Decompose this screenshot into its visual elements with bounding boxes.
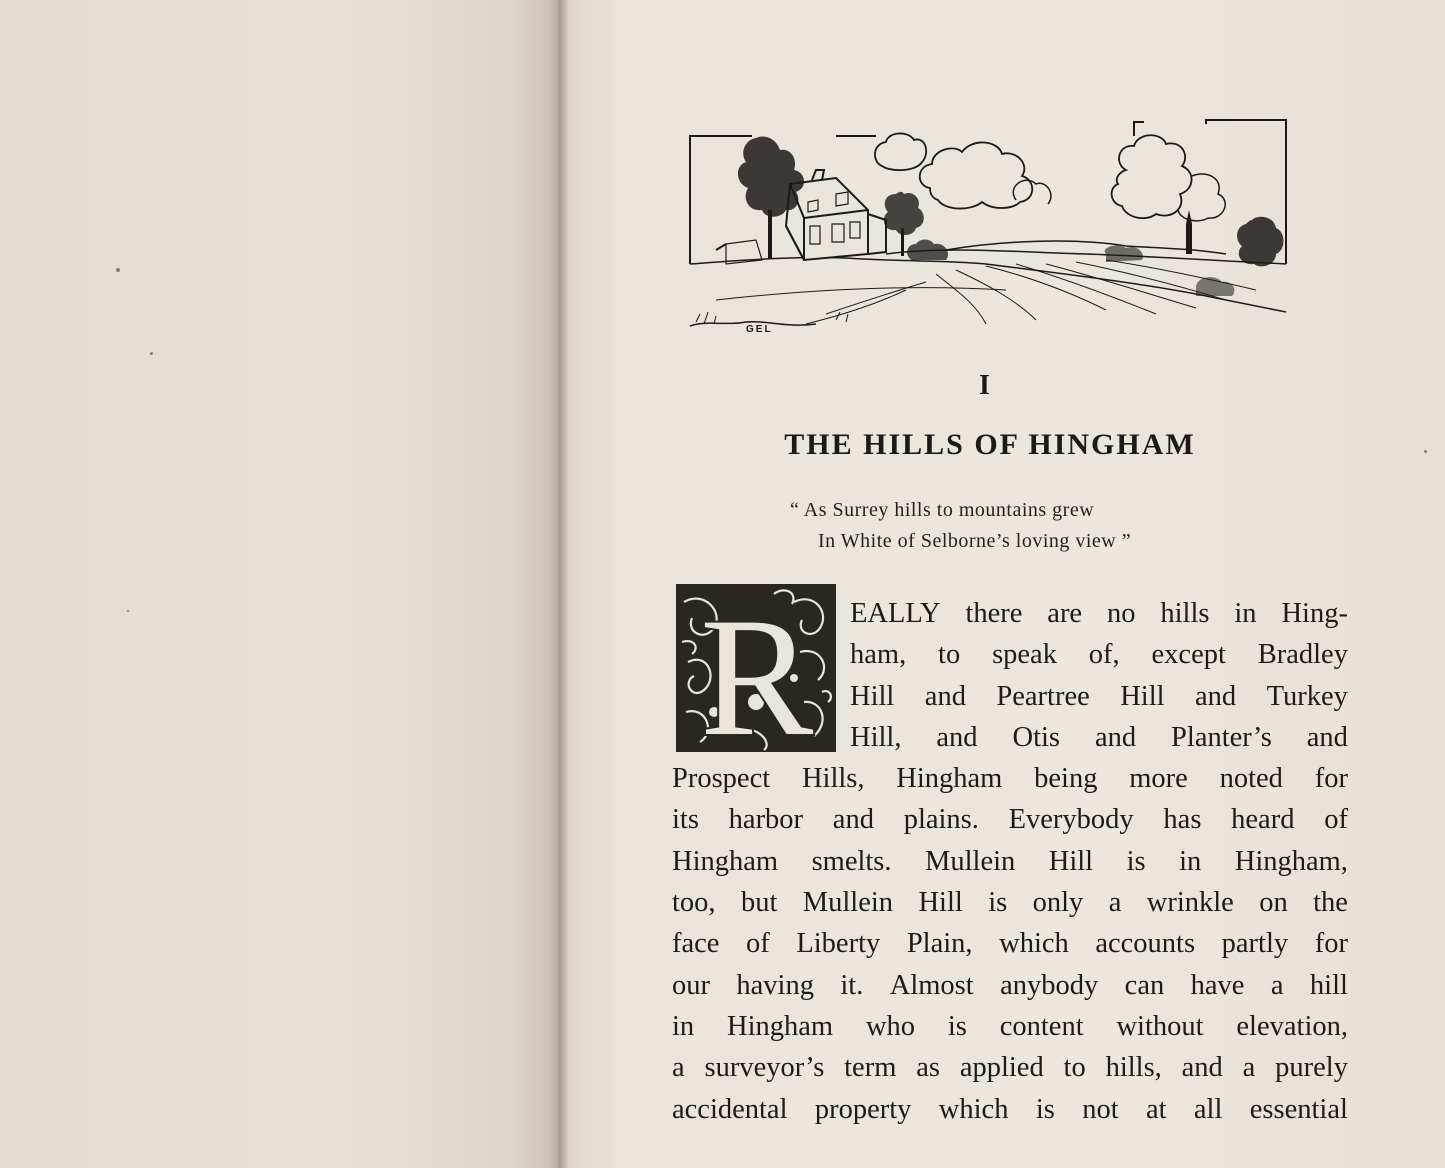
word: Hill, — [850, 721, 902, 753]
landscape-illustration — [686, 114, 1292, 336]
word: in — [1234, 598, 1257, 629]
paper-speck — [1424, 450, 1427, 453]
word: for — [1314, 928, 1348, 960]
word: Hills, — [801, 763, 865, 795]
word: too, — [672, 887, 716, 919]
text-line — [672, 717, 1348, 758]
word: Hingham — [727, 1010, 834, 1042]
word: having — [736, 969, 814, 1001]
text-line — [672, 882, 1348, 923]
svg-text:GEL: GEL — [746, 324, 773, 335]
word: content — [999, 1010, 1084, 1042]
word: there — [965, 598, 1023, 629]
word: and — [832, 804, 874, 836]
word: wrinkle — [1146, 887, 1234, 919]
body-text — [672, 593, 1348, 1130]
word: all — [1193, 1093, 1223, 1125]
word: noted — [1219, 763, 1283, 795]
word: Almost — [889, 969, 974, 1001]
word: and — [1195, 680, 1237, 712]
word: but — [740, 887, 778, 919]
word: of — [746, 928, 770, 960]
chapter-number: I — [979, 370, 991, 401]
word: surveyor’s — [704, 1052, 825, 1084]
word: is — [988, 887, 1008, 919]
word: and — [1181, 1052, 1223, 1084]
word: essential — [1249, 1093, 1348, 1125]
word: has — [1163, 804, 1202, 836]
word: and — [924, 680, 966, 712]
word: at — [1145, 1093, 1167, 1125]
word: our — [672, 969, 710, 1001]
word: Plain, — [906, 928, 973, 960]
word: without — [1116, 1010, 1204, 1042]
word: is — [1035, 1093, 1055, 1125]
word: being — [1034, 763, 1098, 795]
word: hills, — [1105, 1052, 1162, 1084]
word: Liberty — [796, 928, 881, 960]
text-line — [672, 1089, 1348, 1130]
word: speak — [992, 639, 1057, 671]
word: its — [672, 804, 699, 836]
word: EALLY — [850, 598, 941, 629]
word: ham, — [850, 639, 907, 671]
word: accidental — [672, 1093, 788, 1125]
word: of — [1324, 804, 1348, 836]
text-line — [672, 758, 1348, 799]
word: anybody — [1000, 969, 1099, 1001]
epigraph-line: In White of Selborne’s loving view ” — [818, 530, 1132, 552]
word: property — [814, 1093, 912, 1125]
word: Peartree — [996, 680, 1090, 712]
word: accounts — [1095, 928, 1196, 960]
left-page — [0, 0, 556, 1168]
word: a — [1242, 1052, 1256, 1084]
word: which — [938, 1093, 1009, 1125]
word: Hill — [850, 680, 895, 712]
word: Mullein — [925, 845, 1016, 877]
word: only — [1032, 887, 1084, 919]
text-line — [672, 676, 1348, 717]
word: which — [999, 928, 1069, 960]
word: Otis — [1012, 721, 1061, 753]
paper-speck — [127, 610, 129, 612]
epigraph-line: “ As Surrey hills to mountains grew — [790, 499, 1095, 521]
word: heard — [1231, 804, 1295, 836]
word: Bradley — [1257, 639, 1348, 671]
word: purely — [1275, 1052, 1348, 1084]
text-line — [672, 965, 1348, 1006]
word: Mullein — [802, 887, 894, 919]
word: who — [865, 1010, 916, 1042]
word: the — [1313, 887, 1348, 919]
word: as — [916, 1052, 940, 1084]
word: it. — [840, 969, 864, 1001]
text-line — [672, 593, 1348, 634]
word: can — [1124, 969, 1165, 1001]
word: of, — [1088, 639, 1120, 671]
word: Prospect — [672, 763, 771, 795]
text-line — [672, 923, 1348, 964]
word: term — [844, 1052, 897, 1084]
paper-speck — [116, 268, 120, 272]
word: on — [1259, 887, 1288, 919]
text-line — [672, 841, 1348, 882]
word: not — [1082, 1093, 1119, 1125]
word: in — [672, 1010, 695, 1042]
svg-text:R: R — [700, 583, 814, 754]
word: Hing- — [1281, 598, 1348, 629]
word: Turkey — [1266, 680, 1348, 712]
text-line — [672, 1006, 1348, 1047]
word: Hingham, — [1234, 845, 1348, 877]
word: are — [1047, 598, 1083, 629]
word: and — [1306, 721, 1348, 753]
word: a — [1270, 969, 1284, 1001]
word: applied — [959, 1052, 1044, 1084]
text-line — [672, 799, 1348, 840]
word: plains. — [903, 804, 979, 836]
word: a — [672, 1052, 685, 1084]
word: partly — [1221, 928, 1289, 960]
word: Everybody — [1008, 804, 1134, 836]
word: except — [1151, 639, 1226, 671]
paper-speck — [150, 352, 153, 355]
epigraph — [790, 495, 1210, 557]
word: and — [1094, 721, 1137, 753]
book-gutter — [548, 0, 570, 1168]
word: Hill — [918, 887, 963, 919]
word: to — [938, 639, 961, 671]
word: hills — [1160, 598, 1210, 629]
word: is — [947, 1010, 967, 1042]
word: Hingham — [672, 845, 779, 877]
word: to — [1063, 1052, 1086, 1084]
word: face — [672, 928, 720, 960]
word: for — [1314, 763, 1348, 795]
word: no — [1106, 598, 1136, 629]
word: hill — [1309, 969, 1348, 1001]
word: in — [1179, 845, 1202, 877]
word: harbor — [728, 804, 804, 836]
word: Hill — [1120, 680, 1165, 712]
word: Hill — [1048, 845, 1094, 877]
chapter-title: THE HILLS OF HINGHAM — [784, 428, 1196, 461]
word: and — [936, 721, 978, 753]
word: Hingham — [896, 763, 1003, 795]
word: elevation, — [1236, 1010, 1348, 1042]
word: a — [1108, 887, 1122, 919]
text-line — [672, 1047, 1348, 1088]
word: Planter’s — [1171, 721, 1272, 753]
word: have — [1190, 969, 1245, 1001]
word: is — [1126, 845, 1146, 877]
word: more — [1129, 763, 1188, 795]
word: smelts. — [811, 845, 892, 877]
text-line — [672, 634, 1348, 675]
